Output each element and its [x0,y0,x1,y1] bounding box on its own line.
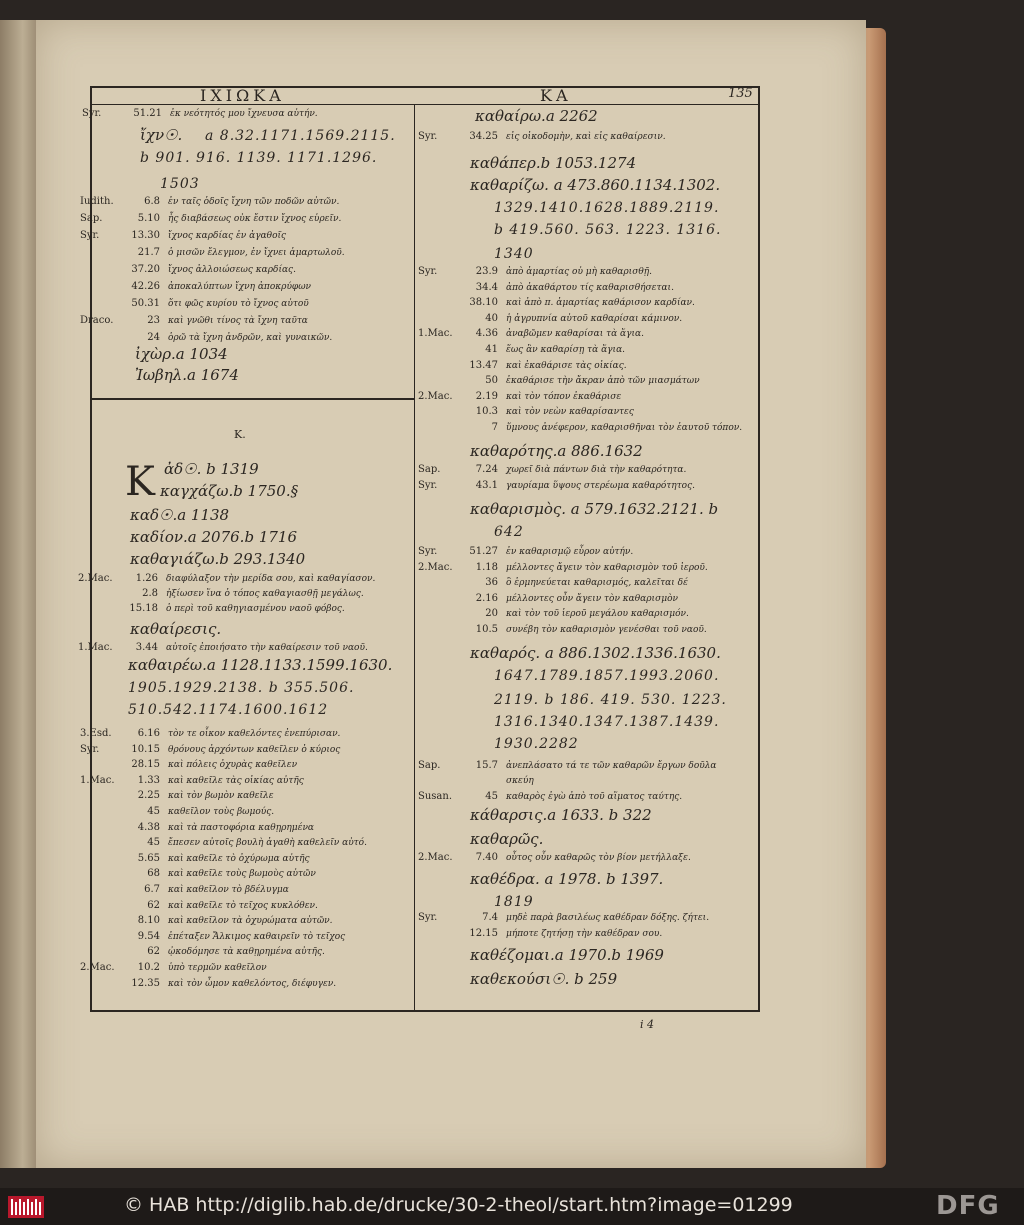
headword-ichnos-refs-b: b 901. 916. 1139. 1171.1296. [140,150,378,166]
headword-katharos-refs-b: 1647.1789.1857.1993.2060. [494,668,720,684]
verse-ref: 62 [147,946,160,958]
citation-row [80,744,340,755]
headword-katharizo: καθαρίζω. a 473.860.1134.1302. [470,176,721,194]
citation-row [80,900,318,911]
verse-ref: 42.26 [131,281,160,292]
citation: καὶ τὸν τόπον ἐκαθάρισε [506,391,622,402]
book-ref: 3.Esd. [80,728,112,739]
citation-row [418,791,682,802]
book-ref: 2.Mac. [80,962,115,973]
citation: διαφύλαξον τὴν μερίδα σου, καὶ καθαγίασον. [166,574,376,584]
viewer-footer [0,1188,1024,1225]
citation-row [418,406,634,417]
citation-row [418,928,662,939]
previous-page-edge [0,20,40,1168]
citation: θρόνους ἀρχόντων καθεῖλεν ὁ κύριος [168,744,341,755]
initial-capital: K [125,459,155,505]
verse-ref: 4.38 [137,821,160,833]
headword-katharismos: καθαρισμὸς. a 579.1632.2121. b [470,500,719,518]
citation: μέλλοντες ἄγειν τὸν καθαρισμὸν τοῦ ἱεροῦ. [506,562,708,573]
headword-katharos-adv: καθαρῶς. [470,830,544,848]
headword-katharos-refs-e: 1930.2282 [494,736,579,752]
verse-ref: 5.65 [137,852,160,864]
citation: γαυρίαμα ὕψους στερέωμα καθαρότητος. [506,480,695,491]
verse-ref: 51.27 [469,546,498,557]
citation: ἴχνος ἀλλοιώσεως καρδίας. [168,265,296,275]
headword-katharos: καθαρός. a 886.1302.1336.1630. [470,644,721,662]
citation: ὁ περὶ τοῦ καθηγιασμένου ναοῦ φόβος. [166,604,345,614]
verse-ref: 6.16 [137,728,160,739]
citation-row [80,281,311,292]
citation: καὶ καθεῖλε τὸ ὀχύρωμα αὐτῆς [168,853,310,864]
book-ref: Draco. [80,315,114,326]
citation: ἀπὸ ἀκαθάρτου τίς καθαρισθήσεται. [506,282,674,293]
citation-row [78,588,364,599]
verse-ref: 62 [147,899,160,911]
verse-ref: 7.40 [475,852,498,863]
headword-kathedra: καθέδρα. a 1978. b 1397. [470,870,664,888]
verse-ref: 43.1 [475,479,498,491]
citation-row [418,852,691,863]
citation: ἠξίωσεν ἵνα ὁ τόπος καθαγιασθῇ μεγάλως. [166,589,364,599]
citation: ἔπεσεν αὐτοῖς βουλὴ ἀγαθὴ καθελεῖν αὐτό. [168,838,367,849]
headword-ichnos-refs-c: 1503 [160,176,200,192]
citation-row [80,853,310,864]
citation: σκεύη [506,775,534,786]
book-ref: 1.Mac. [80,774,115,786]
verse-ref: 34.25 [469,131,498,142]
verse-ref: 10.3 [475,406,498,418]
verse-ref: 15.18 [129,603,158,614]
book-ref: 2.Mac. [418,390,453,402]
book-ref: Syr. [82,108,102,119]
citation-row [418,266,652,277]
citation-row [80,822,314,833]
verse-ref: 37.20 [131,264,160,275]
citation-row [80,884,289,895]
citation-row [418,328,644,339]
verse-ref: 1.33 [137,774,160,786]
citation-row [418,608,689,619]
citation-row [80,978,336,989]
verse-ref: 15.7 [475,760,498,771]
citation-row [418,391,621,402]
headword-kados: ἀδ☉. b 1319 [164,460,259,478]
citation: ὕμνους ἀνέφερον, καθαρισθῆναι τὸν ἑαυτοῦ τόπον. [506,423,743,433]
citation: ὁ μισῶν ἔλεγμον, ἐν ἴχνει ἁμαρτωλοῦ. [168,248,345,258]
citation: ἴχνος καρδίας ἐν ἀγαθοῖς [168,231,287,241]
book-ref: 1.Mac. [418,328,453,340]
citation: εἰς οἰκοδομὴν, καὶ εἰς καθαίρεσιν. [506,132,666,142]
citation: ἐπέταξεν Ἄλκιμος καθαιρεῖν τὸ τεῖχος [168,931,346,942]
citation-row [80,946,325,957]
page-number: 135 [728,86,753,101]
headword-katharizo-refs-c: b 419.560. 563. 1223. 1316. [494,222,722,238]
verse-ref: 8.10 [137,915,160,927]
citation: καθαρὸς ἐγὼ ἀπὸ τοῦ αἵματος ταύτης. [506,792,683,802]
citation: καὶ καθεῖλον τὰ ὀχυρώματα αὐτῶν. [168,916,333,927]
header-top-rule [90,86,758,88]
headword-katharos-refs-c: 2119. b 186. 419. 530. 1223. [494,692,727,708]
citation-row [78,603,345,614]
book-ref: Syr. [418,266,438,277]
citation-row [80,196,339,207]
verse-ref: 45 [147,837,160,849]
citation-row [418,562,708,573]
hab-logo-icon [8,1196,44,1218]
verse-ref: 13.47 [469,359,498,371]
citation-row [80,315,308,326]
book-ref: Sap. [80,213,103,224]
headword-kangchazo: καγχάζω.b 1750.§ [160,482,299,500]
header-right-title: ΚΑ [540,86,572,105]
citation-row [80,806,274,817]
headword-katharizo-refs-b: 1329.1410.1628.1889.2119. [494,200,720,216]
citation-row [418,776,534,786]
citation: ἀπὸ ἁμαρτίας οὐ μὴ καθαρισθῇ. [506,267,653,277]
citation-row [418,593,678,604]
book-ref: Susan. [418,791,453,802]
citation: καὶ ἀπὸ π. ἁμαρτίας καθάρισον καρδίαν. [506,298,695,309]
verse-ref: 7.4 [482,912,498,923]
headword-katharismos-refs-b: 642 [494,524,524,540]
headword-katharotes: καθαρότης.a 886.1632 [470,442,643,460]
citation-row [418,422,742,433]
citation: καθεῖλον τοὺς βωμούς. [168,807,275,817]
citation: ὅτι φῶς κυρίου τὸ ἴχνος αὐτοῦ [168,299,309,309]
book-ref: 2.Mac. [418,561,453,573]
citation-row [418,577,688,588]
headword-ichnos-refs: a 8.32.1171.1569.2115. [205,128,396,144]
header-left-title: ΙΧΙΩΚΑ [200,86,285,105]
left-top-first-row [82,108,318,119]
citation: ἀναβῶμεν καθαρίσαι τὰ ἅγια. [506,329,644,340]
citation-row [418,360,627,371]
verse-ref: 2.8 [142,588,158,599]
citation: οὗτος οὖν καθαρῶς τὸν βίον μετήλλαξε. [506,853,691,863]
headword-katharos-refs-d: 1316.1340.1347.1387.1439. [494,714,720,730]
citation: καὶ γνῶθι τίνος τὰ ἴχνη ταῦτα [168,316,308,326]
citation-row [418,297,695,308]
book-ref: Syr. [80,230,100,241]
citation-row [80,247,345,258]
citation: καὶ τὸν τοῦ ἱεροῦ μεγάλου καθαρισμόν. [506,609,689,619]
citation: καὶ καθεῖλον τὸ βδέλυγμα [168,885,289,895]
book-ref: Iudith. [80,196,114,207]
headword-ichor: ἰχὼρ.a 1034 [135,345,228,363]
citation-row [78,642,368,653]
book-ref: 1.Mac. [78,642,113,653]
citation-row [418,313,682,324]
citation: ὁρῶ τὰ ἴχνη ἀνδρῶν, καὶ γυναικῶν. [168,333,333,343]
verse-ref: 20 [485,608,498,619]
citation-row [418,546,633,557]
source-url[interactable]: © HAB http://diglib.hab.de/drucke/30-2-theol/start.htm?image=01299 [124,1194,793,1216]
citation: ἧς διαβάσεως οὐκ ἔστιν ἴχνος εὑρεῖν. [168,214,342,224]
verse-ref: 4.36 [475,328,498,340]
citation: καὶ τὸν ὦμον καθελόντος, διέφυγεν. [168,978,337,989]
citation: ἀνεπλάσατο τά τε τῶν καθαρῶν ἔργων δοῦλα [506,761,717,771]
verse-ref: 1.18 [475,561,498,573]
verse-ref: 2.25 [137,790,160,802]
citation-row [80,775,304,786]
citation: καὶ καθεῖλε τοὺς βωμοὺς αὐτῶν [168,869,316,880]
headword-katharsis: κάθαρσις.a 1633. b 322 [470,806,652,824]
headword-kathezomai: καθέζομαι.a 1970.b 1969 [470,946,664,964]
verse-ref: 10.5 [475,623,498,635]
citation: καὶ τὸν νεὼν καθαρίσαντες [506,407,634,418]
citation-row [80,298,309,309]
frame-bottom-rule [90,1010,760,1012]
citation-row [418,624,707,635]
citation: ἐν καθαρισμῷ εὗρον αὐτήν. [506,547,634,557]
headword-kathairesis: καθαίρεσις. [130,620,222,638]
header-rule [90,104,758,105]
headword-ichnos: ἴχν☉. [140,126,183,144]
verse-ref: 50 [485,375,498,387]
citation-row [80,868,316,879]
verse-ref: 2.19 [475,390,498,402]
verse-ref: 24 [147,332,160,343]
citation: ἐν ταῖς ὁδοῖς ἴχνη τῶν ποδῶν αὐτῶν. [168,197,340,207]
citation: μηδὲ παρὰ βασιλέως καθέδραν δόξης. ζήτει. [506,913,710,923]
verse-ref: 10.2 [137,962,160,973]
signature-mark: i 4 [640,1018,655,1031]
citation: ἐκαθάρισε τὴν ἄκραν ἀπὸ τῶν μιασμάτων [506,376,700,387]
citation: καὶ καθεῖλε τὰς οἰκίας αὐτῆς [168,775,304,786]
verse-ref: 45 [147,806,160,817]
citation-row [80,931,345,942]
book-ref: Sap. [418,464,441,475]
citation-row [78,573,375,584]
headword-katharizo-refs-d: 1340 [494,246,534,262]
verse-ref: 50.31 [131,298,160,309]
citation-row [418,464,686,475]
citation: τὸν τε οἶκον καθελόντες ἐνεπύρισαν. [168,729,341,739]
citation-row [80,962,267,973]
citation: ἐκ νεότητός μου ἴχνευσα αὐτήν. [170,109,318,119]
headword-kathaper: καθάπερ.b 1053.1274 [470,154,637,172]
citation-row [418,375,700,386]
citation-row [418,912,709,923]
citation-row [418,131,666,142]
book-ref: Syr. [418,912,438,923]
verse-ref: 1.26 [135,573,158,584]
citation: μήποτε ζητήσῃ τὴν καθέδραν σου. [506,929,663,939]
verse-ref: 6.8 [144,196,160,207]
citation-row [80,230,286,241]
citation-row [80,790,274,801]
verse-ref: 12.35 [131,977,160,989]
citation: καὶ τὰ παστοφόρια καθῃρημένα [168,822,314,833]
citation-row [80,759,297,770]
headword-kathairo: καθαίρω.a 2262 [475,107,598,125]
verse-ref: 13.30 [131,230,160,241]
citation-row [80,332,332,343]
verse-ref: 2.16 [475,592,498,604]
frame-right-rule [758,86,760,1010]
citation-row [80,213,341,224]
headword-kathekousios: καθεκούσι☉. b 259 [470,970,618,988]
headword-kathaireo-refs-c: 510.542.1174.1600.1612 [128,702,329,718]
section-divider [90,398,414,400]
headword-kathagiazo: καθαγιάζω.b 293.1340 [130,550,306,568]
book-ref: Syr. [80,743,100,755]
citation-row [418,760,717,771]
verse-ref: 41 [485,344,498,355]
citation-row [80,837,367,848]
verse-ref: 7 [491,422,498,433]
book-ref: 2.Mac. [78,573,113,584]
citation: καὶ πόλεις ὀχυρὰς καθεῖλεν [168,760,298,771]
dfg-logo: DFG [936,1191,1000,1221]
verse-ref: 21.7 [137,247,160,258]
verse-ref: 68 [147,868,160,880]
book-ref: 2.Mac. [418,852,453,863]
headword-kados-2: καδ☉.a 1138 [130,506,230,524]
citation: χωρεῖ διὰ πάντων διὰ τὴν καθαρότητα. [506,465,687,475]
verse-ref: 36 [485,577,498,588]
citation-row [80,264,296,275]
section-letter: K. [234,428,246,441]
citation-row [80,915,333,926]
verse-ref: 51.21 [133,108,162,119]
book-ref: Syr. [418,479,438,491]
citation: ἀποκαλύπτων ἴχνη ἀποκρύφων [168,282,312,292]
book-ref: Syr. [418,546,438,557]
verse-ref: 45 [485,791,498,802]
citation: ᾠκοδόμησε τὰ καθῃρημένα αὐτῆς. [168,947,325,958]
verse-ref: 5.10 [137,213,160,224]
verse-ref: 40 [485,312,498,324]
citation: συνέβη τὸν καθαρισμὸν γενέσθαι τοῦ ναοῦ. [506,624,707,635]
citation: καὶ καθεῖλε τὸ τεῖχος κυκλόθεν. [168,900,318,911]
headword-kathedra-refs-b: 1819 [494,894,534,910]
citation: ὃ ἑρμηνεύεται καθαρισμός, καλεῖται δέ [506,578,688,588]
citation: μέλλοντες οὖν ἄγειν τὸν καθαρισμὸν [506,593,678,604]
citation: ἡ ἀγρυπνία αὐτοῦ καθαρίσαι κάμινον. [506,313,683,324]
verse-ref: 28.15 [131,759,160,771]
verse-ref: 34.4 [475,281,498,293]
citation-row [418,344,625,355]
citation: ὑπὸ τερμῶν καθεῖλον [168,963,267,973]
verse-ref: 12.15 [469,928,498,939]
verse-ref: 9.54 [137,930,160,942]
column-divider [414,104,415,1010]
verse-ref: 38.10 [469,297,498,309]
verse-ref: 23 [147,315,160,326]
book-ref: Sap. [418,760,441,771]
verse-ref: 23.9 [475,266,498,277]
citation: αὐτοῖς ἐποιήσατο τὴν καθαίρεσιν τοῦ ναοῦ. [166,643,368,653]
book-ref: Syr. [418,131,438,142]
verse-ref: 6.7 [144,884,160,895]
verse-ref: 10.15 [131,743,160,755]
verse-ref: 3.44 [135,642,158,653]
citation-row [418,282,674,293]
headword-kathaireo: καθαιρέω.a 1128.1133.1599.1630. [128,656,393,674]
headword-kathaireo-refs-b: 1905.1929.2138. b 355.506. [128,680,355,696]
citation: καὶ ἐκαθάρισε τὰς οἰκίας. [506,360,627,371]
headword-kadion: καδίον.a 2076.b 1716 [130,528,297,546]
citation: ἕως ἂν καθαρίσῃ τὰ ἅγια. [506,345,626,355]
citation-row [418,480,695,491]
headword-iobel: Ἰωβηλ.a 1674 [135,366,239,384]
verse-ref: 7.24 [475,464,498,475]
citation-row [80,728,340,739]
citation: καὶ τὸν βωμὸν καθεῖλε [168,791,274,802]
